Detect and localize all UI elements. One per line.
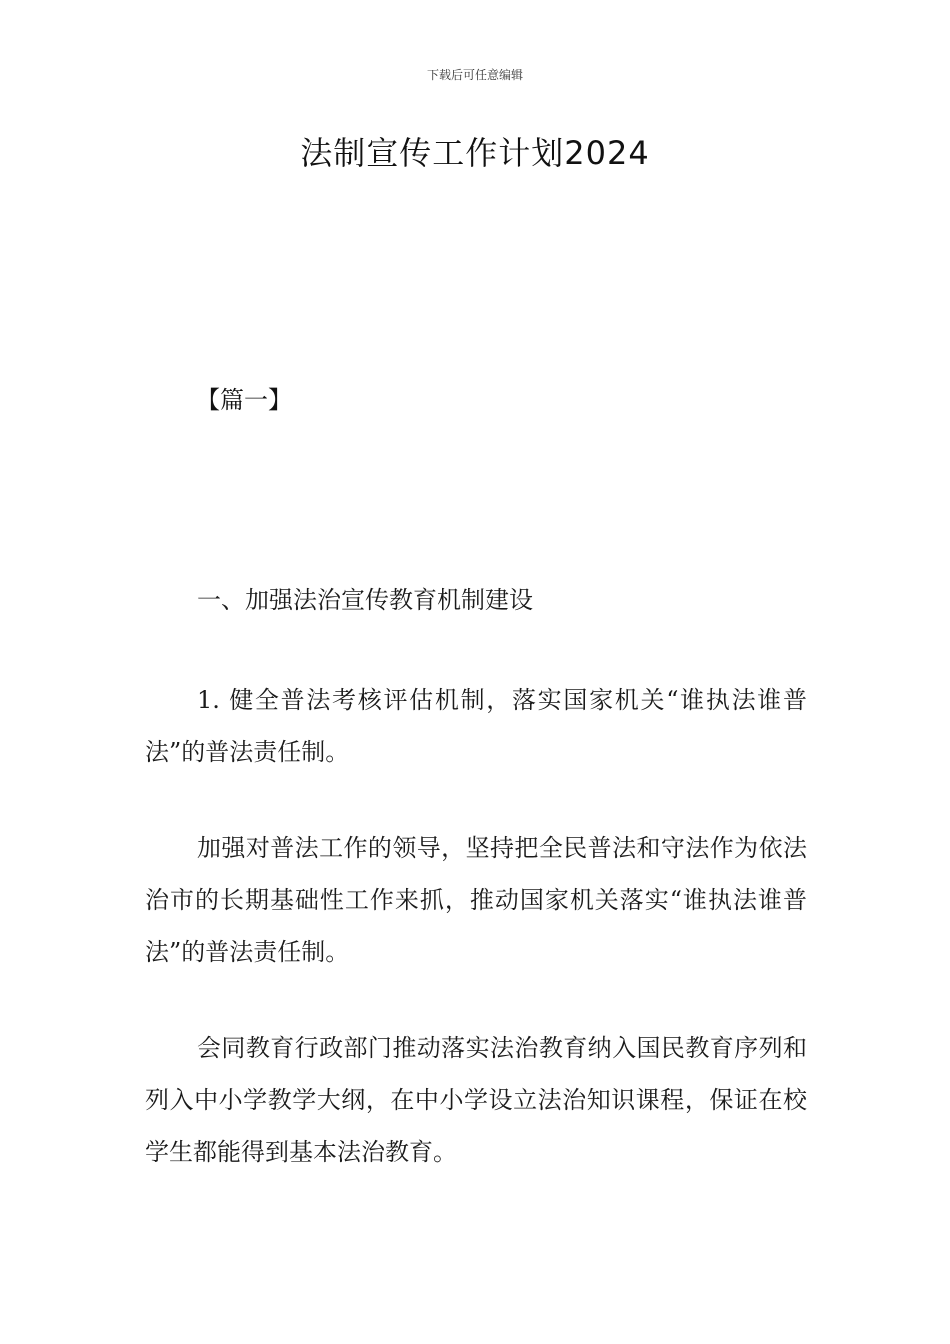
paragraph: 加强对普法工作的领导，坚持把全民普法和守法作为依法治市的长期基础性工作来抓，推动国家机关落实“谁执法谁普法”的普法责任制。 <box>145 834 807 966</box>
paragraph: 1. 健全普法考核评估机制，落实国家机关“谁执法谁普法”的普法责任制。 <box>145 686 807 766</box>
section-heading: 一、加强法治宣传教育机制建设 <box>197 586 533 614</box>
header-note: 下载后可任意编辑 <box>426 68 523 82</box>
paragraph: 会同教育行政部门推动落实法治教育纳入国民教育序列和列入中小学教学大纲，在中小学设立法治知识课程，保证在校学生都能得到基本法治教育。 <box>145 1034 807 1166</box>
section-mark: 【篇一】 <box>196 386 292 414</box>
document-title: 法制宣传工作计划2024 <box>300 134 650 172</box>
